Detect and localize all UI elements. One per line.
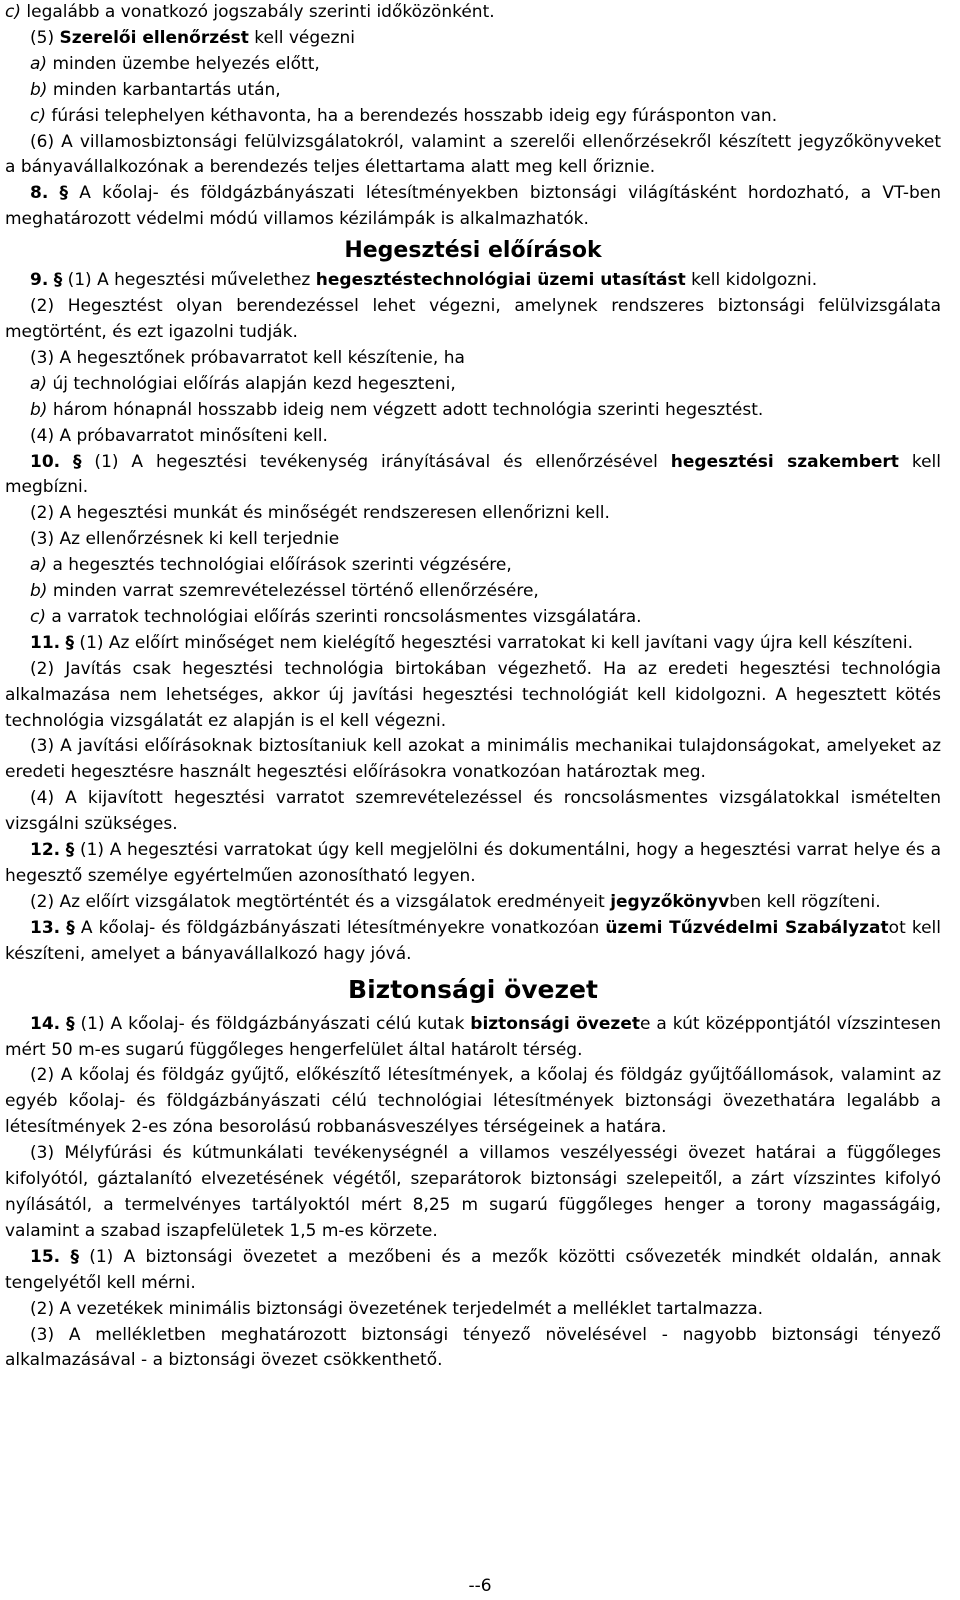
paragraph: (3) A mellékletben meghatározott biztonsági tényező növelésével - nagyobb biztonsági tényező alkalmazásával - a biztonsági övezet csökkenthető. <box>5 1324 941 1371</box>
section-number: 13. <box>30 917 61 938</box>
section-number: 9. <box>30 270 49 291</box>
list-label: b) <box>30 399 48 420</box>
list-item <box>5 579 941 605</box>
section-sign: § <box>65 840 75 861</box>
paragraph: (2) A kőolaj és földgáz gyűjtő, előkészítő létesítmények, a kőolaj és földgáz gyűjtőállomások, valamint az egyéb kőolaj- és földgázbányászati célú technológiai létesítmények biztonsági övezethatára legalább a létesítmények 2-es zóna besorolású robbanásveszélyes térségeinek a határa. <box>5 1065 941 1138</box>
section-paragraph <box>5 916 941 968</box>
list-item <box>5 605 941 631</box>
list-label: b) <box>30 581 48 602</box>
paragraph-text: (1) A biztonsági övezetet a mezőbeni és a mezők közötti csővezeték mindkét oldalán, annak tengelyétől kell mérni. <box>5 1246 942 1293</box>
list-item <box>5 398 941 424</box>
list-label: c) <box>30 105 46 126</box>
paragraph: (3) Az ellenőrzésnek ki kell terjednie <box>30 529 340 550</box>
paragraph-text: új technológiai előírás alapján kezd hegeszteni, <box>47 373 456 394</box>
list-item <box>5 52 941 78</box>
section-sign: § <box>70 1246 79 1267</box>
section-number: 8. <box>30 183 49 204</box>
paragraph-text: a varratok technológiai előírás szerinti roncsolásmentes vizsgálatára. <box>45 606 642 627</box>
paragraph-text: minden varrat szemrevételezéssel történő ellenőrzésére, <box>47 581 539 602</box>
list-label: c) <box>30 606 46 627</box>
section-paragraph <box>5 631 941 657</box>
paragraph <box>5 890 941 916</box>
paragraph: (2) A vezetékek minimális biztonsági övezetének terjedelmét a melléklet tartalmazza. <box>30 1298 764 1319</box>
section-heading: Biztonsági övezet <box>348 974 598 1004</box>
paragraph-text: A kőolaj- és földgázbányászati létesítményekre vonatkozóan <box>74 917 606 938</box>
paragraph-text: (1) A hegesztési művelethez <box>62 270 316 291</box>
section-number: 10. <box>30 451 61 472</box>
bold-term: üzemi Tűzvédelmi Szabályzat <box>605 917 889 938</box>
bold-term: hegesztéstechnológiai üzemi utasítást <box>315 270 686 291</box>
paragraph: (4) A kijavított hegesztési varratot szemrevételezéssel és roncsolásmentes vizsgálatokkal ismételten vizsgálni szükséges. <box>5 788 941 835</box>
heading-container <box>5 968 941 1012</box>
section-number: 12. <box>30 840 61 861</box>
paragraph-text: a hegesztés technológiai előírások szerinti végzésére, <box>47 555 512 576</box>
section-paragraph <box>5 838 941 890</box>
paragraph-text: három hónapnál hosszabb ideig nem végzett adott technológia szerinti hegesztést. <box>47 399 764 420</box>
paragraph: (3) Mélyfúrási és kútmunkálati tevékenységnél a villamos veszélyességi övezet határai a függőleges kifolyótól, gáztalanító elvezetésének végétől, szeparátorok biztonsági szelepeitől, a zárt vízszintes kifolyó nyílásától, a termelvényes tartályoktól mért 8,25 m sugarú függőleges henger a torony magasságáig, valamint a szabad iszapfelületek 1,5 m-es körzete. <box>5 1143 941 1241</box>
section-sign: § <box>66 1013 75 1034</box>
paragraph-text: minden karbantartás után, <box>47 79 281 100</box>
paragraph <box>5 26 941 52</box>
list-label: a) <box>30 555 48 576</box>
paragraph-text: ben kell rögzíteni. <box>729 891 881 912</box>
section-paragraph <box>5 181 941 233</box>
list-item <box>5 104 941 130</box>
section-sign: § <box>53 270 63 291</box>
paragraph-text: (1) Az előírt minőséget nem kielégítő hegesztési varratokat ki kell javítani vagy újra kell készíteni. <box>74 632 914 653</box>
paragraph-text: (1) A kőolaj- és földgázbányászati célú kutak <box>74 1013 471 1034</box>
list-label: c) <box>5 2 21 22</box>
section-number: 11. <box>30 632 61 653</box>
list-label: b) <box>30 79 48 100</box>
paragraph-text: ot kell készíteni, amelyet a bányavállalkozó hagy jóvá. <box>5 917 941 964</box>
paragraph-text: kell kidolgozni. <box>685 270 818 291</box>
paragraph: (3) A javítási előírásoknak biztosítaniuk kell azokat a minimális mechanikai tulajdonságokat, amelyeket az eredeti hegesztésre használt hegesztési előírásokra vonatkozóan határoztak meg. <box>5 736 941 783</box>
section-paragraph <box>5 450 941 502</box>
section-paragraph <box>5 1012 941 1064</box>
paragraph: (4) A próbavarratot minősíteni kell. <box>30 425 328 446</box>
section-sign: § <box>59 183 69 204</box>
paragraph-text: kell megbízni. <box>5 451 941 498</box>
list-label: a) <box>30 373 48 394</box>
paragraph-text: fúrási telephelyen kéthavonta, ha a berendezés hosszabb ideig egy fúrásponton van. <box>45 105 778 126</box>
bold-term: Szerelői ellenőrzést <box>59 27 249 48</box>
section-heading: Hegesztési előírások <box>344 237 602 263</box>
paragraph: (2) Javítás csak hegesztési technológia birtokában végezhető. Ha az eredeti hegesztési technológia alkalmazása nem lehetséges, akkor új javítási hegesztési technológiát kell kidolgozni. A hegesztett kötés technológia vizsgálatát ez alapján is el kell végezni. <box>5 658 941 731</box>
list-label: a) <box>30 53 48 74</box>
paragraph: (2) Hegesztést olyan berendezéssel lehet végezni, amelynek rendszeres biztonsági felülvizsgálata megtörtént, és ezt igazolni tudják. <box>5 296 941 342</box>
paragraph-text: A kőolaj- és földgázbányászati létesítményekben biztonsági világításként hordozható, a VT-ben meghatározott védelmi módú villamos kézilámpák is alkalmazhatók. <box>5 183 941 230</box>
paragraph <box>5 0 941 26</box>
paragraph-text: kell végezni <box>248 27 356 48</box>
paragraph-text: (2) Az előírt vizsgálatok megtörténtét és a vizsgálatok eredményeit <box>30 891 611 912</box>
section-sign: § <box>73 451 82 472</box>
list-item <box>5 372 941 398</box>
bold-term: biztonsági övezet <box>470 1013 640 1034</box>
paragraph-text: (1) A hegesztési varratokat úgy kell megjelölni és dokumentálni, hogy a hegesztési varrat helye és a hegesztő személye egyértelműen azonosítható legyen. <box>5 840 942 886</box>
section-paragraph <box>5 1245 941 1297</box>
paragraph-text: legalább a vonatkozó jogszabály szerinti időközönként. <box>20 2 495 22</box>
paragraph: (3) A hegesztőnek próbavarratot kell készítenie, ha <box>30 347 465 368</box>
section-sign: § <box>66 917 75 938</box>
section-sign: § <box>65 632 75 653</box>
heading-container <box>5 233 941 268</box>
section-number: 14. <box>30 1013 61 1034</box>
section-paragraph <box>5 268 941 294</box>
page-number: --6 <box>468 1576 492 1596</box>
list-item <box>5 78 941 104</box>
paragraph-text: e a kút középpontjától vízszintesen mért 50 m-es sugarú függőleges hengerfelület által határolt térség. <box>5 1013 942 1060</box>
list-item <box>5 553 941 579</box>
paragraph-text: (5) <box>30 27 60 48</box>
paragraph-text: minden üzembe helyezés előtt, <box>47 53 320 74</box>
section-number: 15. <box>30 1246 61 1267</box>
paragraph: (6) A villamosbiztonsági felülvizsgálatokról, valamint a szerelői ellenőrzésekről készített jegyzőkönyveket a bányavállalkozónak a berendezés teljes élettartama alatt meg kell őriznie. <box>5 131 941 178</box>
bold-term: hegesztési szakembert <box>670 451 899 472</box>
bold-term: jegyzőkönyv <box>610 891 730 912</box>
paragraph-text: (1) A hegesztési tevékenység irányításával és ellenőrzésével <box>81 451 671 472</box>
paragraph: (2) A hegesztési munkát és minőségét rendszeresen ellenőrizni kell. <box>30 503 610 524</box>
